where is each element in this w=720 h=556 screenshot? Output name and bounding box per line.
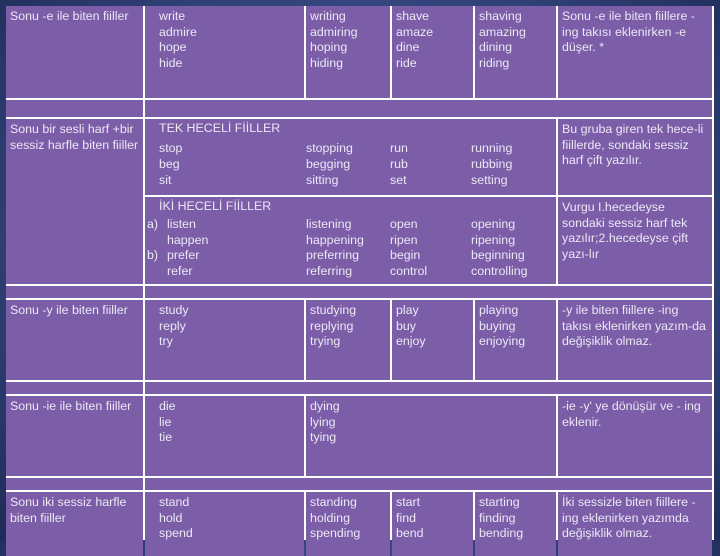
verb: admire bbox=[159, 24, 197, 39]
verb: buying bbox=[479, 318, 516, 333]
rule-note-text: -y ile biten fiillere -ing takısı eklenirken yazım-da değişiklik olmaz. bbox=[562, 303, 706, 349]
rule-label-e bbox=[6, 6, 143, 98]
verb: begging bbox=[306, 157, 351, 171]
verb: rubbing bbox=[471, 157, 513, 171]
verb: happening bbox=[306, 232, 364, 247]
verb: run bbox=[390, 141, 408, 156]
verb: shave bbox=[396, 9, 430, 23]
verb: die bbox=[159, 399, 176, 413]
base-verbs-one-syllable bbox=[145, 141, 300, 193]
base-verbs-ie bbox=[145, 396, 304, 476]
rule-label-ie bbox=[6, 396, 143, 476]
verb: sit bbox=[159, 172, 172, 187]
verb: shaving bbox=[479, 9, 522, 23]
verb: start bbox=[396, 495, 421, 509]
verb: running bbox=[471, 141, 513, 156]
ing-verbs-y bbox=[306, 300, 390, 380]
rule-note-e bbox=[558, 6, 712, 98]
verb: controlling bbox=[471, 263, 528, 278]
verb: opening bbox=[471, 217, 516, 232]
verb: spend bbox=[159, 526, 193, 541]
ing-verbs-two-consonant-2 bbox=[475, 492, 556, 556]
verb: stopping bbox=[306, 141, 353, 156]
spacer-cell bbox=[6, 478, 143, 490]
ing-verbs-two-consonant bbox=[306, 492, 390, 556]
two-syllable-block bbox=[145, 197, 556, 284]
base-verbs-y bbox=[145, 300, 304, 380]
spacer-cell bbox=[145, 286, 712, 298]
verb: write bbox=[159, 9, 186, 23]
rule-note-y bbox=[558, 300, 712, 380]
verb: tying bbox=[310, 430, 337, 445]
verb: ripen bbox=[390, 232, 418, 247]
verb: stand bbox=[159, 495, 190, 509]
base-verbs-two-syllable-2 bbox=[384, 217, 465, 282]
base-verbs-one-syllable-2 bbox=[384, 141, 465, 193]
rule-note-text: -ie -y' ye dönüşür ve - ing eklenir. bbox=[562, 399, 701, 429]
verb: ride bbox=[396, 55, 417, 70]
base-verbs-two-consonant bbox=[145, 492, 304, 556]
spacer-cell bbox=[145, 100, 712, 117]
verb: admiring bbox=[310, 24, 358, 39]
verb: buy bbox=[396, 318, 416, 333]
verb: studying bbox=[310, 303, 357, 317]
verb: reply bbox=[159, 318, 186, 333]
verb: preferring bbox=[306, 248, 360, 263]
rule-note-ie bbox=[558, 396, 712, 476]
rule-label-y bbox=[6, 300, 143, 380]
rule-label-vowel-consonant bbox=[6, 119, 143, 284]
verb: study bbox=[159, 303, 189, 317]
rule-note-one-syllable bbox=[558, 119, 712, 195]
verb: listen bbox=[167, 217, 196, 232]
verb: lie bbox=[159, 414, 172, 429]
verb: starting bbox=[479, 495, 520, 509]
base-verbs-two-consonant-2 bbox=[392, 492, 473, 556]
verb: hope bbox=[159, 40, 187, 55]
verb: dining bbox=[479, 40, 513, 55]
verb: control bbox=[390, 263, 428, 278]
verb: dine bbox=[396, 40, 420, 55]
verb: hold bbox=[159, 510, 183, 525]
verb: amazing bbox=[479, 24, 526, 39]
base-verbs-e bbox=[145, 6, 304, 98]
verb: riding bbox=[479, 55, 510, 70]
verb: set bbox=[390, 172, 407, 187]
verb: listening bbox=[306, 217, 352, 232]
spacer-cell bbox=[6, 100, 143, 117]
one-syllable-block bbox=[145, 119, 556, 195]
rule-label-text: Sonu bir sesli harf +bir sessiz harfle biten fiiller bbox=[10, 122, 139, 152]
verb: enjoying bbox=[479, 334, 526, 349]
rule-note-text: Vurgu I.hecedeyse sondaki sessiz harf tek yazılır;2.hecedeyse çift yazı-lır bbox=[562, 200, 689, 261]
spacer-cell bbox=[145, 478, 712, 490]
rule-note-two-syllable bbox=[558, 197, 712, 284]
marker-a: a) bbox=[147, 217, 159, 232]
verb-ing-rules-table bbox=[6, 6, 714, 540]
rule-label-text: Sonu iki sessiz harfle biten fiiller bbox=[10, 495, 127, 525]
verb: finding bbox=[479, 510, 516, 525]
rule-note-two-consonant bbox=[558, 492, 712, 556]
ing-verbs-ie bbox=[306, 396, 556, 476]
verb: play bbox=[396, 303, 419, 317]
verb: stop bbox=[159, 141, 183, 156]
marker-b: b) bbox=[147, 248, 159, 263]
spacer-cell bbox=[145, 382, 712, 394]
verb: trying bbox=[310, 334, 341, 349]
rule-note-text: İki sessizle biten fiillere -ing eklenirken yazımda değişiklik olmaz. bbox=[562, 495, 696, 541]
verb: tie bbox=[159, 430, 173, 445]
verb: amaze bbox=[396, 24, 434, 39]
verb: beg bbox=[159, 157, 180, 171]
ing-verbs-one-syllable-2 bbox=[465, 141, 546, 193]
verb: replying bbox=[310, 318, 354, 333]
two-syllable-header: İKİ HECELİ FİİLLER bbox=[159, 199, 272, 213]
rule-label-text: Sonu -e ile biten fiiller bbox=[10, 9, 129, 23]
verb: dying bbox=[310, 399, 340, 413]
rule-label-text: Sonu -ie ile biten fiiller bbox=[10, 399, 132, 413]
verb: find bbox=[396, 510, 416, 525]
verb: rub bbox=[390, 157, 408, 171]
verb: holding bbox=[310, 510, 350, 525]
verb: referring bbox=[306, 263, 353, 278]
ing-verbs-two-syllable-2 bbox=[465, 217, 546, 282]
verb: beginning bbox=[471, 248, 525, 263]
rule-label-text: Sonu -y ile biten fiiller bbox=[10, 303, 128, 317]
verb: sitting bbox=[306, 172, 339, 187]
verb: spending bbox=[310, 526, 361, 541]
ing-verbs-e bbox=[306, 6, 390, 98]
spacer-cell bbox=[6, 286, 143, 298]
verb: bend bbox=[396, 526, 424, 541]
ing-verbs-one-syllable bbox=[300, 141, 384, 193]
verb: open bbox=[390, 217, 418, 232]
verb: lying bbox=[310, 414, 336, 429]
base-verbs-e-2 bbox=[392, 6, 473, 98]
base-verbs-two-syllable bbox=[145, 217, 300, 282]
verb: try bbox=[159, 334, 173, 349]
verb: playing bbox=[479, 303, 519, 317]
ing-verbs-two-syllable bbox=[300, 217, 384, 282]
verb: enjoy bbox=[396, 334, 426, 349]
verb: setting bbox=[471, 172, 508, 187]
verb: hoping bbox=[310, 40, 348, 55]
one-syllable-header: TEK HECELİ FİİLLER bbox=[159, 121, 281, 135]
rule-note-text: Sonu -e ile biten fiillere - ing takısı eklenirken -e düşer. * bbox=[562, 9, 695, 55]
verb: prefer bbox=[167, 248, 200, 263]
spacer-cell bbox=[6, 382, 143, 394]
ing-verbs-y-2 bbox=[475, 300, 556, 380]
verb: writing bbox=[310, 9, 346, 23]
verb: hiding bbox=[310, 55, 344, 70]
verb: begin bbox=[390, 248, 421, 263]
verb: refer bbox=[167, 263, 193, 278]
ing-verbs-e-2 bbox=[475, 6, 556, 98]
verb: ripening bbox=[471, 232, 516, 247]
rule-label-two-consonant bbox=[6, 492, 143, 556]
base-verbs-y-2 bbox=[392, 300, 473, 380]
verb: bending bbox=[479, 526, 524, 541]
rule-note-text: Bu gruba giren tek hece-li fiillerde, sondaki sessiz harf çift yazılır. bbox=[562, 122, 704, 168]
verb: standing bbox=[310, 495, 357, 509]
verb: happen bbox=[167, 232, 209, 247]
verb: hide bbox=[159, 55, 183, 70]
